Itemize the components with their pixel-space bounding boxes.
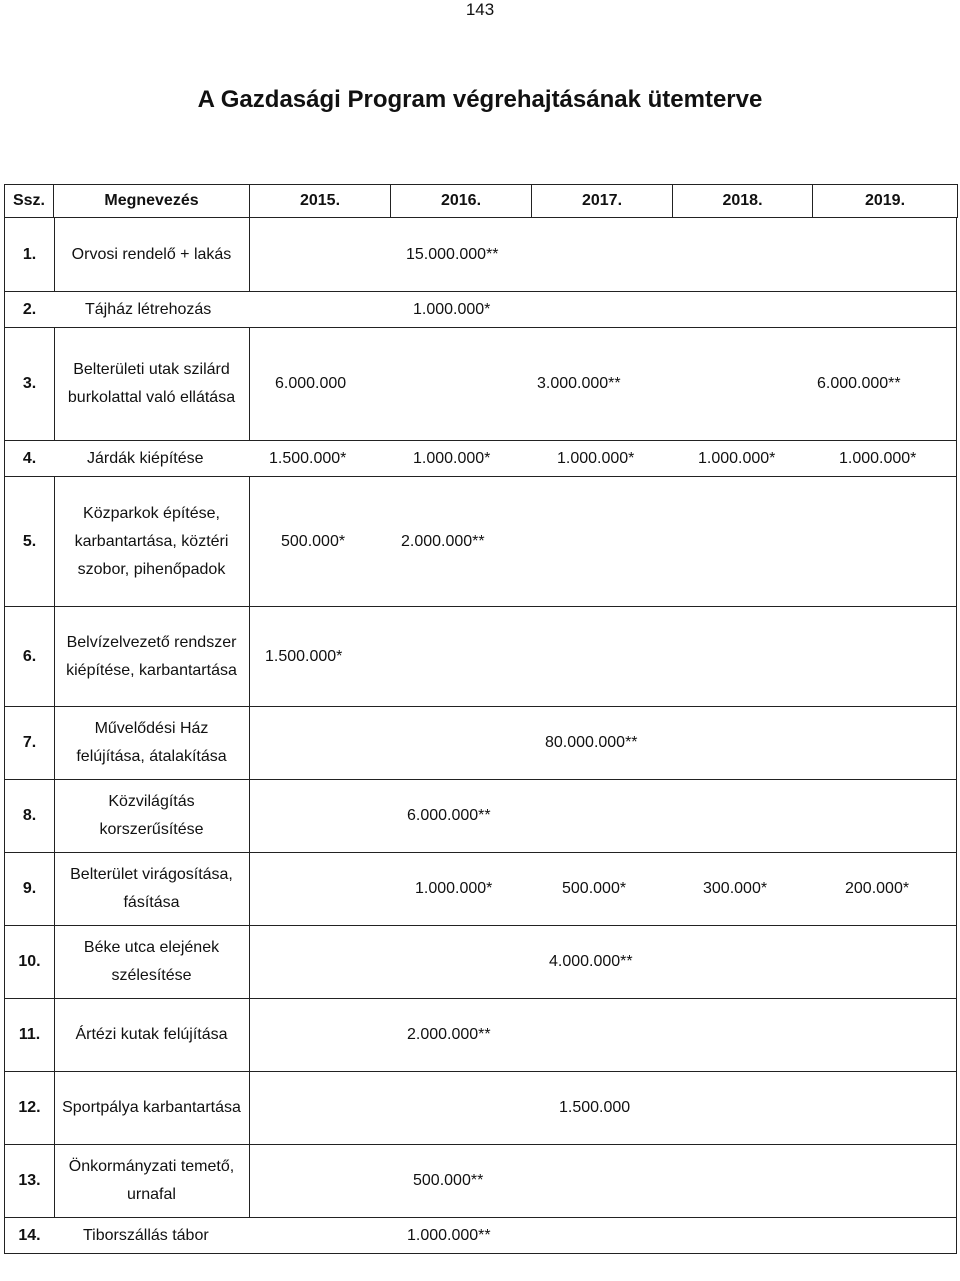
row-name: Belterületi utak szilárd burkolattal való ellátása — [54, 328, 250, 440]
row-value: 200.000* — [845, 880, 910, 897]
row-value: 6.000.000** — [817, 375, 901, 392]
table-row — [4, 1145, 957, 1218]
row-name: Önkormányzati temető, urnafal — [54, 1145, 250, 1217]
row-value: 1.500.000* — [269, 449, 347, 467]
row-value: 2.000.000** — [407, 1026, 491, 1043]
row-number: 13. — [5, 1145, 55, 1217]
row-name: Közparkok építése, karbantartása, köztéri szobor, pihenőpadok — [54, 477, 250, 606]
row-value: 1.000.000* — [698, 449, 776, 467]
table-row — [4, 999, 957, 1072]
row-number: 7. — [5, 707, 55, 779]
row-name: Sportpálya karbantartása — [54, 1072, 250, 1144]
row-number: 3. — [5, 328, 55, 440]
row-number: 5. — [5, 477, 55, 606]
row-number: 12. — [5, 1072, 55, 1144]
table-row — [4, 477, 957, 607]
column-header: 2016. — [391, 185, 532, 218]
row-value: 500.000* — [562, 880, 627, 897]
table-row — [4, 218, 957, 292]
row-value: 1.000.000* — [557, 449, 635, 467]
table-row — [4, 441, 957, 477]
row-value: 1.000.000* — [413, 449, 491, 467]
row-value: 6.000.000** — [407, 807, 491, 824]
row-number: 1. — [5, 218, 55, 291]
row-number: 2. — [22, 300, 37, 318]
row-value: 1.500.000 — [559, 1099, 631, 1116]
row-number: 8. — [5, 780, 55, 852]
row-value: 1.000.000* — [415, 880, 493, 897]
row-value: 1.000.000** — [407, 1226, 491, 1244]
row-name: Orvosi rendelő + lakás — [54, 218, 250, 291]
row-name: Művelődési Ház felújítása, átalakítása — [54, 707, 250, 779]
row-number: 14. — [18, 1226, 41, 1244]
row-number: 9. — [5, 853, 55, 925]
row-value: 4.000.000** — [549, 953, 633, 970]
column-header: Ssz. — [5, 185, 54, 218]
row-value: 1.000.000* — [413, 300, 491, 318]
table-row — [4, 292, 957, 328]
row-value: 500.000** — [413, 1172, 484, 1189]
column-header: Megnevezés — [54, 185, 250, 218]
column-header: 2019. — [813, 185, 958, 218]
page-number: 143 — [465, 0, 495, 19]
table-row — [4, 707, 957, 780]
page-title: A Gazdasági Program végrehajtásának ütemterve — [197, 86, 763, 113]
row-value: 300.000* — [703, 880, 768, 897]
table-row — [4, 1072, 957, 1145]
schedule-table — [4, 184, 958, 218]
table-row — [4, 1218, 957, 1254]
table-row — [4, 853, 957, 926]
column-header: 2015. — [250, 185, 391, 218]
row-number: 10. — [5, 926, 55, 998]
row-name: Béke utca elejének szélesítése — [54, 926, 250, 998]
table-row — [4, 607, 957, 707]
row-name: Járdák kiépítése — [87, 449, 204, 467]
table-row — [4, 926, 957, 999]
row-value: 2.000.000** — [401, 532, 485, 550]
row-value: 3.000.000** — [537, 375, 621, 392]
table-row — [4, 780, 957, 853]
row-value: 15.000.000** — [406, 245, 499, 263]
row-value: 1.000.000* — [839, 449, 917, 467]
row-value: 6.000.000 — [275, 375, 347, 392]
row-name: Közvilágítás korszerűsítése — [54, 780, 250, 852]
table-row — [4, 328, 957, 441]
row-name: Tiborszállás tábor — [83, 1226, 209, 1244]
column-header: 2018. — [673, 185, 813, 218]
row-name: Ártézi kutak felújítása — [54, 999, 250, 1071]
row-value: 1.500.000* — [265, 647, 343, 665]
row-name: Tájház létrehozás — [85, 300, 212, 318]
row-name: Belterület virágosítása, fásítása — [54, 853, 250, 925]
column-header: 2017. — [532, 185, 673, 218]
row-number: 11. — [5, 999, 55, 1071]
row-value: 500.000* — [281, 532, 346, 550]
table-header-row — [5, 185, 958, 218]
row-value: 80.000.000** — [545, 734, 638, 751]
row-number: 4. — [22, 449, 37, 467]
row-name: Belvízelvezető rendszer kiépítése, karbantartása — [54, 607, 250, 706]
row-number: 6. — [5, 607, 55, 706]
